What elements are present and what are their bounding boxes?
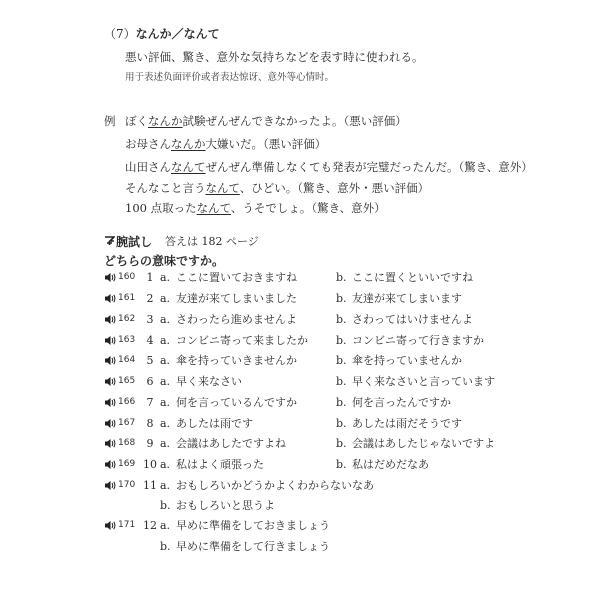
exercise-row bbox=[104, 289, 462, 307]
practice-title: 腕試し bbox=[116, 235, 153, 249]
option-a-text: 何を言っているんですか bbox=[176, 396, 297, 409]
question-number: 3 bbox=[146, 312, 154, 326]
exercise-row-continuation bbox=[160, 537, 330, 555]
option-b-label: b. bbox=[336, 374, 347, 388]
option-b-text: ここに置くといいですね bbox=[352, 271, 473, 284]
speaker-icon[interactable] bbox=[104, 479, 118, 491]
section-title: なんか／なんて bbox=[135, 27, 220, 41]
exercise-row bbox=[104, 268, 473, 286]
exercise-row bbox=[104, 351, 462, 369]
example-post: ぜんぜん準備しなくても発表が完璧だったんだ。（驚き、意外） bbox=[205, 160, 533, 174]
question-number: 2 bbox=[146, 291, 154, 305]
option-a-text: おもしろいかどうかよくわからないなあ bbox=[176, 479, 374, 492]
track-number: 164 bbox=[118, 355, 136, 365]
description-chinese: 用于表述负面评价或者表达惊讶、意外等心情时。 bbox=[125, 72, 335, 83]
exercise-row bbox=[104, 455, 429, 473]
example-pre: ぼく bbox=[125, 114, 148, 128]
example-line bbox=[125, 159, 533, 175]
option-a-text: 会議はあしたですよね bbox=[176, 437, 286, 450]
option-b-text: 早めに準備をして行きましょう bbox=[176, 540, 330, 553]
option-b-label: b. bbox=[336, 333, 347, 347]
exercise-row bbox=[104, 372, 495, 390]
track-number: 167 bbox=[118, 418, 136, 428]
example-pre: 100 点取った bbox=[125, 201, 197, 215]
question-number: 12 bbox=[143, 518, 157, 532]
exercise-row-continuation bbox=[160, 496, 275, 514]
example-pre: 山田さん bbox=[125, 160, 171, 174]
option-a-text: 傘を持っていきませんか bbox=[176, 354, 297, 367]
practice-heading bbox=[104, 233, 152, 250]
keyword-underlined: なんか bbox=[171, 137, 206, 151]
option-b-label: b. bbox=[336, 353, 347, 367]
example-post: 、ひどい。（驚き、意外・悪い評価） bbox=[239, 181, 430, 195]
speaker-icon[interactable] bbox=[104, 417, 118, 429]
speaker-icon[interactable] bbox=[104, 313, 118, 325]
example-line bbox=[125, 180, 429, 196]
option-a-text: ここに置いておきますね bbox=[176, 271, 297, 284]
exercise-row bbox=[104, 310, 473, 328]
example-post: 試験ぜんぜんできなかったよ。（悪い評価） bbox=[182, 114, 407, 128]
speaker-icon[interactable] bbox=[104, 437, 118, 449]
keyword-underlined: なんて bbox=[171, 160, 206, 174]
exercise-row bbox=[104, 393, 451, 411]
option-a-label: a. bbox=[160, 478, 171, 492]
question-number: 8 bbox=[146, 416, 154, 430]
option-a-text: 私はよく頑張った bbox=[176, 458, 264, 471]
example-pre: お母さん bbox=[125, 137, 171, 151]
option-a-text: コンビニ寄って来ましたか bbox=[176, 334, 308, 347]
example-pre: そんなこと言う bbox=[125, 181, 206, 195]
track-number: 161 bbox=[118, 293, 136, 303]
option-a-label: a. bbox=[160, 518, 171, 532]
option-a-text: 友達が来てしまいました bbox=[176, 292, 297, 305]
option-a-label: a. bbox=[160, 333, 171, 347]
exercise-row bbox=[104, 434, 495, 452]
track-number: 160 bbox=[118, 272, 136, 282]
option-a-label: a. bbox=[160, 270, 171, 284]
option-b-label: b. bbox=[336, 270, 347, 284]
option-b-text: おもしろいと思うよ bbox=[176, 499, 275, 512]
option-b-label: b. bbox=[160, 539, 171, 553]
option-b-text: 早く来なさいと言っています bbox=[352, 375, 495, 388]
option-b-label: b. bbox=[336, 291, 347, 305]
option-a-label: a. bbox=[160, 436, 171, 450]
option-b-label: b. bbox=[336, 416, 347, 430]
option-a-label: a. bbox=[160, 374, 171, 388]
keyword-underlined: なんか bbox=[148, 114, 183, 128]
track-number: 168 bbox=[118, 438, 136, 448]
track-number: 170 bbox=[118, 480, 136, 490]
speaker-icon[interactable] bbox=[104, 396, 118, 408]
option-b-label: b. bbox=[336, 395, 347, 409]
question-prompt: どちらの意味ですか。 bbox=[104, 254, 225, 268]
question-number: 7 bbox=[146, 395, 154, 409]
example-post: 大嫌いだ。（悪い評価） bbox=[205, 137, 327, 151]
speaker-icon[interactable] bbox=[104, 519, 118, 531]
example-line bbox=[125, 200, 386, 216]
keyword-underlined: なんて bbox=[196, 201, 231, 215]
option-a-text: さわったら進めませんよ bbox=[176, 313, 297, 326]
option-b-text: 私はだめだなあ bbox=[352, 458, 429, 471]
practice-badge-icon bbox=[104, 235, 115, 249]
option-b-text: 会議はあしたじゃないですよ bbox=[352, 437, 495, 450]
track-number: 169 bbox=[118, 459, 136, 469]
option-b-text: 友達が来てしまいます bbox=[352, 292, 462, 305]
option-a-label: a. bbox=[160, 457, 171, 471]
speaker-icon[interactable] bbox=[104, 375, 118, 387]
description-japanese: 悪い評価、驚き、意外な気持ちなどを表す時に使われる。 bbox=[125, 50, 424, 64]
option-b-text: 何を言ったんですか bbox=[352, 396, 451, 409]
speaker-icon[interactable] bbox=[104, 334, 118, 346]
option-a-text: 早めに準備をしておきましょう bbox=[176, 519, 330, 532]
section-number: （7） bbox=[104, 27, 136, 41]
track-number: 171 bbox=[118, 520, 136, 530]
exercise-row bbox=[104, 414, 462, 432]
example-line bbox=[125, 136, 326, 152]
option-b-label: b. bbox=[336, 312, 347, 326]
question-number: 5 bbox=[146, 353, 154, 367]
answer-reference: 答えは 182 ページ bbox=[165, 235, 259, 248]
section-heading bbox=[104, 25, 220, 42]
question-number: 10 bbox=[143, 457, 157, 471]
track-number: 162 bbox=[118, 314, 136, 324]
option-a-label: a. bbox=[160, 395, 171, 409]
option-b-text: コンビニ寄って行きますか bbox=[352, 334, 484, 347]
question-number: 1 bbox=[146, 270, 154, 284]
track-number: 165 bbox=[118, 376, 136, 386]
option-a-label: a. bbox=[160, 353, 171, 367]
option-a-text: 早く来なさい bbox=[176, 375, 242, 388]
keyword-underlined: なんて bbox=[205, 181, 240, 195]
option-a-label: a. bbox=[160, 416, 171, 430]
speaker-icon[interactable] bbox=[104, 292, 118, 304]
option-b-label: b. bbox=[160, 498, 171, 512]
speaker-icon[interactable] bbox=[104, 271, 118, 283]
option-a-label: a. bbox=[160, 291, 171, 305]
question-number: 4 bbox=[146, 333, 154, 347]
example-label: 例 bbox=[104, 114, 116, 128]
option-b-text: あしたは雨だそうです bbox=[352, 417, 462, 430]
speaker-icon[interactable] bbox=[104, 458, 118, 470]
exercise-row bbox=[104, 476, 374, 494]
track-number: 163 bbox=[118, 335, 136, 345]
exercise-row bbox=[104, 516, 330, 534]
option-a-text: あしたは雨です bbox=[176, 417, 253, 430]
option-b-label: b. bbox=[336, 457, 347, 471]
option-a-label: a. bbox=[160, 312, 171, 326]
option-b-text: 傘を持っていませんか bbox=[352, 354, 462, 367]
speaker-icon[interactable] bbox=[104, 354, 118, 366]
exercise-row bbox=[104, 331, 484, 349]
example-line bbox=[125, 113, 407, 129]
question-number: 6 bbox=[146, 374, 154, 388]
example-post: 、うそでしょ。（驚き、意外） bbox=[230, 201, 386, 215]
option-b-label: b. bbox=[336, 436, 347, 450]
question-number: 9 bbox=[146, 436, 154, 450]
question-number: 11 bbox=[143, 478, 157, 492]
track-number: 166 bbox=[118, 397, 136, 407]
option-b-text: さわってはいけませんよ bbox=[352, 313, 473, 326]
